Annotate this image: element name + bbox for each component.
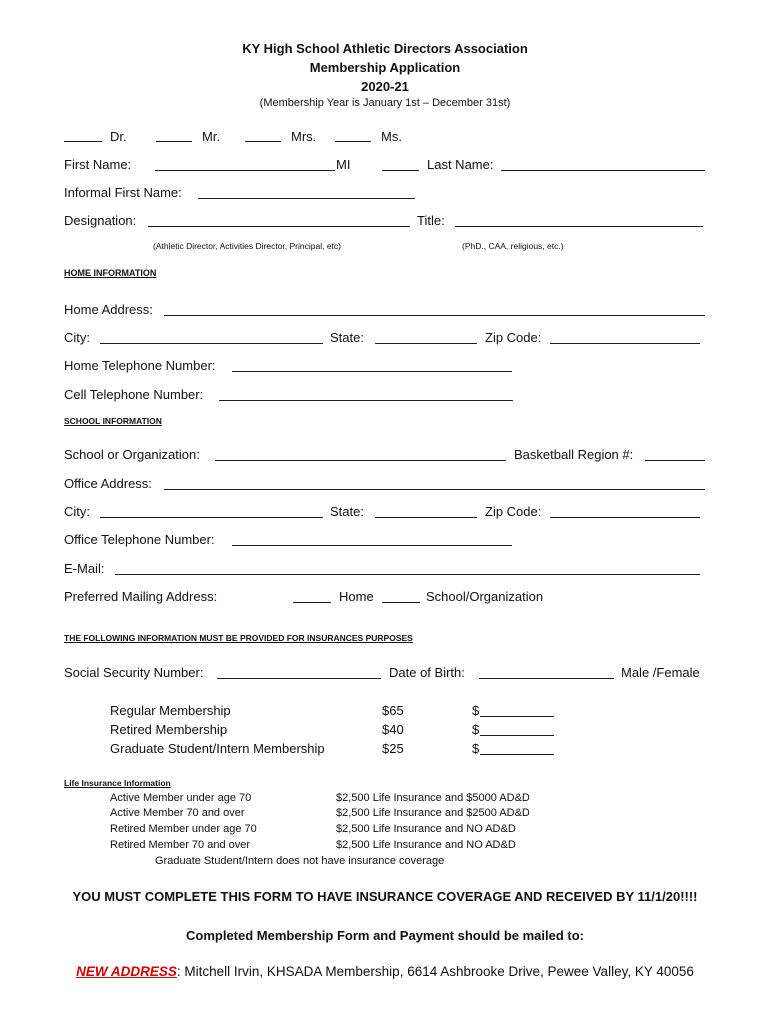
email-field[interactable] bbox=[115, 574, 700, 575]
home-state-label: State: bbox=[330, 330, 364, 345]
mi-label: MI bbox=[336, 157, 351, 172]
school-info-heading: SCHOOL INFORMATION bbox=[64, 416, 162, 426]
mr-label: Mr. bbox=[202, 129, 221, 144]
home-option-line[interactable] bbox=[293, 602, 331, 603]
membership-regular-label: Regular Membership bbox=[110, 703, 231, 718]
designation-field[interactable] bbox=[148, 226, 410, 227]
life-row-what: $2,500 Life Insurance and NO AD&D bbox=[336, 839, 516, 851]
mailing-address-line bbox=[0, 964, 770, 979]
school-org-field[interactable] bbox=[215, 460, 506, 461]
school-option-label: School/Organization bbox=[426, 589, 544, 604]
office-state-label: State: bbox=[330, 504, 364, 519]
region-field[interactable] bbox=[645, 460, 705, 461]
life-insurance-note: Graduate Student/Intern does not have insurance coverage bbox=[155, 855, 445, 867]
mrs-checkbox-line[interactable] bbox=[245, 141, 281, 142]
last-name-field[interactable] bbox=[501, 170, 705, 171]
office-phone-label: Office Telephone Number: bbox=[64, 532, 215, 547]
home-city-field[interactable] bbox=[100, 343, 323, 344]
mrs-label: Mrs. bbox=[291, 129, 317, 144]
home-zip-field[interactable] bbox=[550, 343, 700, 344]
dr-label: Dr. bbox=[110, 129, 127, 144]
office-phone-field[interactable] bbox=[232, 545, 512, 546]
life-row-who: Active Member 70 and over bbox=[110, 807, 245, 819]
ms-label: Ms. bbox=[381, 129, 402, 144]
informal-name-label: Informal First Name: bbox=[64, 185, 182, 200]
insurance-heading: THE FOLLOWING INFORMATION MUST BE PROVIDED FOR INSURANCES PURPOSES bbox=[64, 633, 413, 643]
home-address-label: Home Address: bbox=[64, 302, 153, 317]
office-city-label: City: bbox=[64, 504, 90, 519]
office-zip-label: Zip Code: bbox=[485, 504, 542, 519]
ssn-label: Social Security Number: bbox=[64, 665, 204, 680]
gender-label: Male /Female bbox=[621, 665, 700, 680]
office-state-field[interactable] bbox=[375, 517, 477, 518]
cell-phone-label: Cell Telephone Number: bbox=[64, 387, 204, 402]
life-row-who: Retired Member 70 and over bbox=[110, 839, 251, 851]
membership-graduate-amount-field[interactable] bbox=[480, 754, 554, 755]
deadline-warning: YOU MUST COMPLETE THIS FORM TO HAVE INSURANCE COVERAGE AND RECEIVED BY 11/1/20!!!! bbox=[72, 889, 698, 904]
mailing-address: : Mitchell Irvin, KHSADA Membership, 6614 Ashbrooke Drive, Pewee Valley, KY 40056 bbox=[176, 964, 694, 979]
ssn-field[interactable] bbox=[217, 678, 381, 679]
mailing-instruction: Completed Membership Form and Payment should be mailed to: bbox=[186, 928, 584, 943]
home-city-label: City: bbox=[64, 330, 90, 345]
ms-checkbox-line[interactable] bbox=[335, 141, 371, 142]
title-hint: (PhD., CAA, religious, etc.) bbox=[462, 241, 564, 251]
home-zip-label: Zip Code: bbox=[485, 330, 542, 345]
home-address-field[interactable] bbox=[164, 315, 705, 316]
life-row-what: $2,500 Life Insurance and NO AD&D bbox=[336, 823, 516, 835]
office-address-label: Office Address: bbox=[64, 476, 152, 491]
membership-regular-amount-field[interactable] bbox=[480, 716, 554, 717]
first-name-field[interactable] bbox=[155, 170, 335, 171]
membership-regular-price: $65 bbox=[382, 703, 404, 718]
designation-hint: (Athletic Director, Activities Director, Principal, etc) bbox=[153, 241, 342, 251]
home-info-heading: HOME INFORMATION bbox=[64, 268, 157, 278]
membership-retired-dollar: $ bbox=[472, 722, 480, 737]
dob-label: Date of Birth: bbox=[389, 665, 465, 680]
membership-retired-amount-field[interactable] bbox=[480, 735, 554, 736]
form-title: KY High School Athletic Directors Association bbox=[242, 41, 528, 56]
office-address-field[interactable] bbox=[164, 489, 705, 490]
preferred-mailing-label: Preferred Mailing Address: bbox=[64, 589, 218, 604]
dr-checkbox-line[interactable] bbox=[64, 141, 102, 142]
mr-checkbox-line[interactable] bbox=[156, 141, 192, 142]
life-row-who: Retired Member under age 70 bbox=[110, 823, 257, 835]
region-label: Basketball Region #: bbox=[514, 447, 634, 462]
first-name-label: First Name: bbox=[64, 157, 132, 172]
membership-retired-price: $40 bbox=[382, 722, 404, 737]
membership-retired-label: Retired Membership bbox=[110, 722, 228, 737]
membership-graduate-label: Graduate Student/Intern Membership bbox=[110, 741, 325, 756]
life-insurance-heading: Life Insurance Information bbox=[64, 778, 171, 788]
last-name-label: Last Name: bbox=[427, 157, 494, 172]
school-option-line[interactable] bbox=[382, 602, 420, 603]
cell-phone-field[interactable] bbox=[219, 400, 513, 401]
office-zip-field[interactable] bbox=[550, 517, 700, 518]
home-option-label: Home bbox=[339, 589, 374, 604]
email-label: E-Mail: bbox=[64, 561, 105, 576]
form-year: 2020-21 bbox=[361, 79, 409, 94]
informal-name-field[interactable] bbox=[198, 198, 415, 199]
dob-field[interactable] bbox=[479, 678, 614, 679]
life-row-what: $2,500 Life Insurance and $5000 AD&D bbox=[336, 792, 530, 804]
new-address-label: NEW ADDRESS bbox=[76, 964, 177, 979]
title-label: Title: bbox=[417, 213, 445, 228]
life-row-what: $2,500 Life Insurance and $2500 AD&D bbox=[336, 807, 530, 819]
membership-regular-dollar: $ bbox=[472, 703, 480, 718]
membership-graduate-dollar: $ bbox=[472, 741, 480, 756]
home-phone-field[interactable] bbox=[232, 371, 512, 372]
life-row-who: Active Member under age 70 bbox=[110, 792, 252, 804]
membership-year-note: (Membership Year is January 1st – December 31st) bbox=[259, 97, 511, 109]
title-field[interactable] bbox=[455, 226, 703, 227]
designation-label: Designation: bbox=[64, 213, 137, 228]
membership-graduate-price: $25 bbox=[382, 741, 404, 756]
school-org-label: School or Organization: bbox=[64, 447, 200, 462]
home-phone-label: Home Telephone Number: bbox=[64, 358, 216, 373]
home-state-field[interactable] bbox=[375, 343, 477, 344]
office-city-field[interactable] bbox=[100, 517, 323, 518]
form-subtitle: Membership Application bbox=[309, 60, 461, 75]
mi-field[interactable] bbox=[382, 170, 419, 171]
